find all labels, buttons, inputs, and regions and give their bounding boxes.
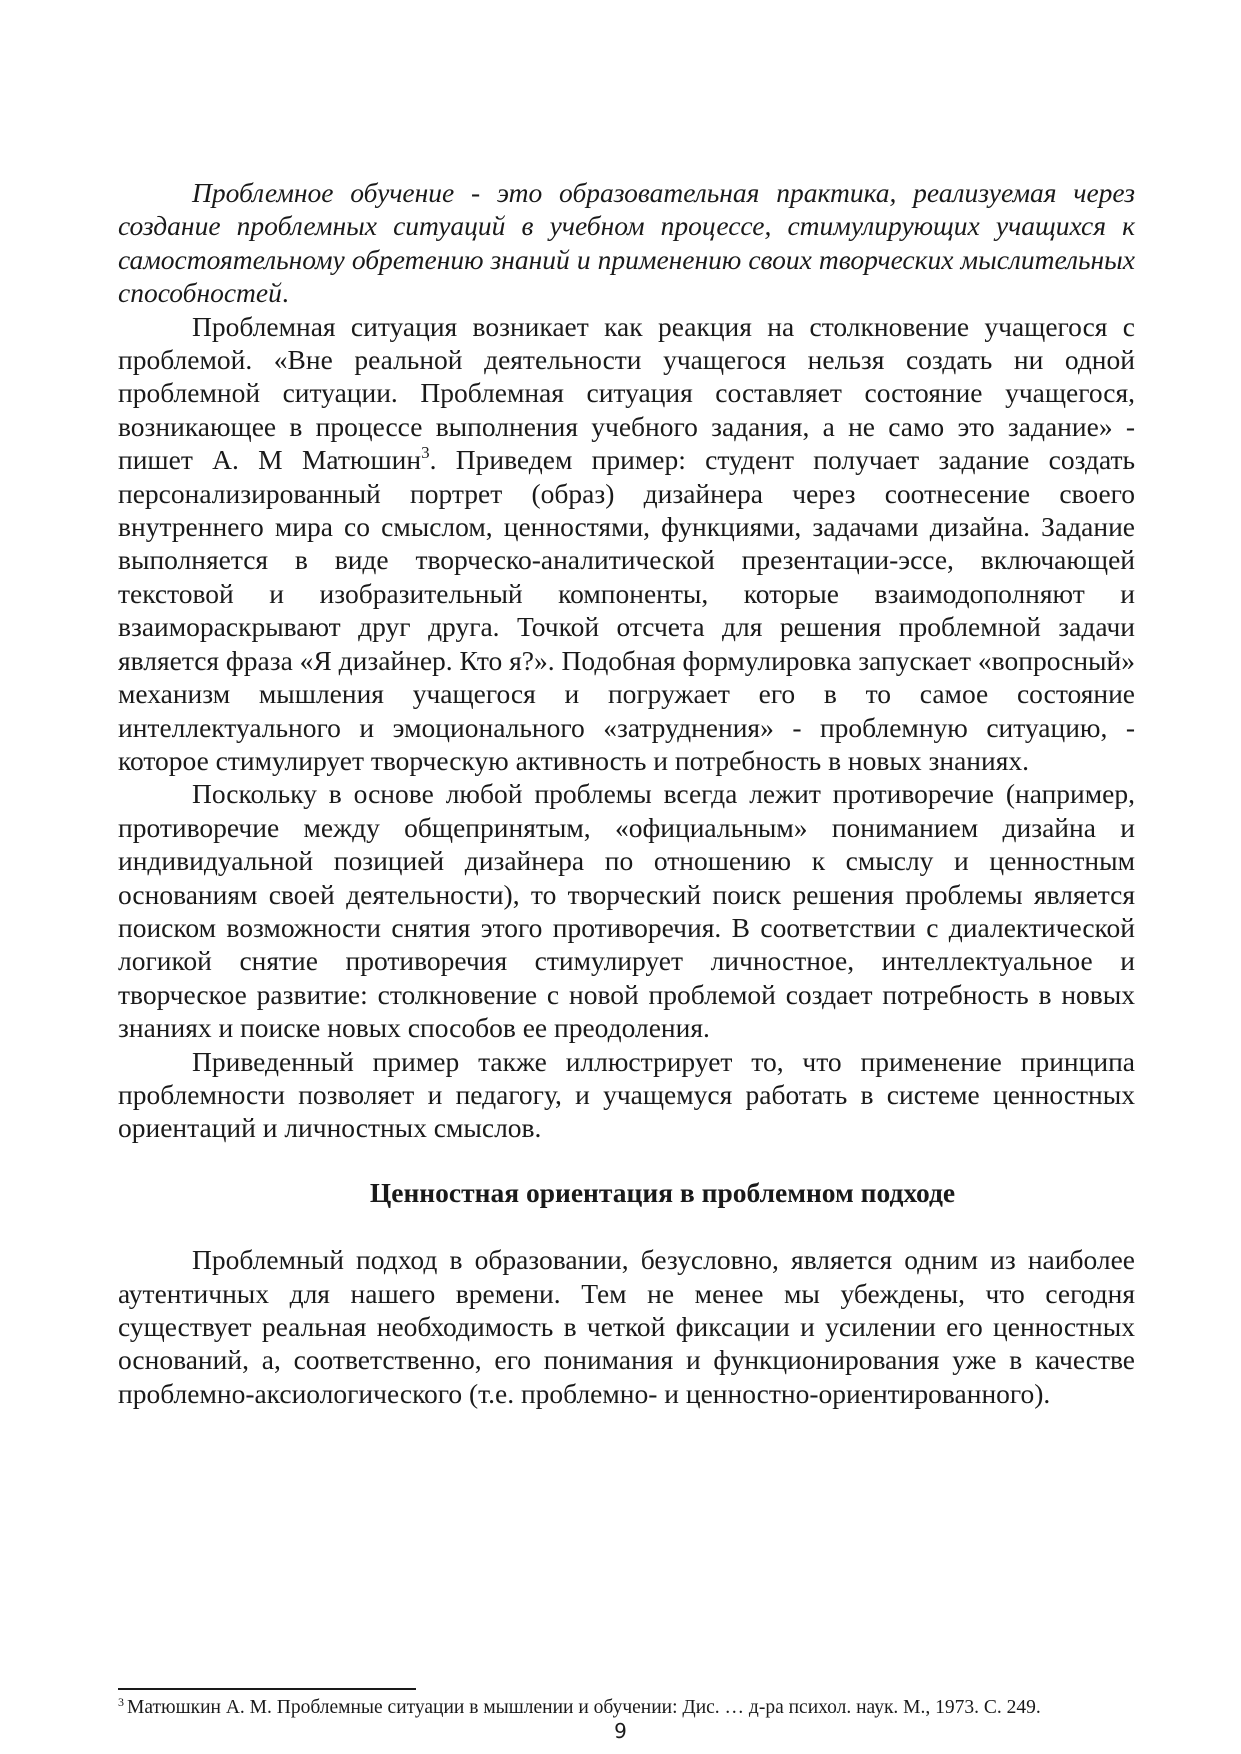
problem-situation-paragraph — [118, 310, 1135, 778]
body-text — [118, 176, 1135, 1410]
definition-text: Проблемное обучение - это образовательная практика, реализуемая через создание проблемных ситуаций в учебном процессе, стимулирующих учащихся к самостоятельному обретению знаний и применению своих творческих мыслительных способностей — [118, 177, 1135, 309]
footnote-text: Матюшкин А. М. Проблемные ситуации в мышлении и обучении: Дис. … д-ра психол. наук. М., 1973. С. 249. — [127, 1697, 1041, 1718]
page-number: 9 — [614, 1719, 627, 1743]
footnote — [118, 1696, 1135, 1720]
definition-period: . — [281, 277, 289, 309]
example-summary-paragraph: Приведенный пример также иллюстрирует то, что применение принципа проблемности позволяет и педагогу, и учащемуся работать в системе ценностных ориентаций и личностных смыслов. — [118, 1045, 1135, 1144]
problem-situation-text-end: . Приведем пример: студент получает задание создать персонализированный портрет (образ) дизайнера через соотнесение своего внутреннего мира со смыслом, ценностями, функциями, задачами дизайна. Задание выполняется в виде творческо-аналитической презентации-эссе, включающей текстовой и изобразительный компоненты, которые взаимодополняют и взаимораскрывают друг друга. Точкой отсчета для решения проблемной задачи является фраза «Я дизайнер. Кто я?». Подобная формулировка запускает «вопросный» механизм мышления учащегося и погружает его в то самое состояние интеллектуального и эмоционального «затруднения» - проблемную ситуацию, - которое стимулирует творческую активность и потребность в новых знаниях. — [118, 444, 1136, 776]
footnote-marker: 3 — [118, 1695, 124, 1709]
problem-approach-paragraph: Проблемный подход в образовании, безусловно, является одним из наиболее аутентичных для нашего времени. Тем не менее мы убеждены, что сегодня существует реальная необходимость в четкой фиксации и усилении его ценностных оснований, а, соответственно, его понимания и функционирования уже в качестве проблемно-аксиологического (т.е. проблемно- и ценностно-ориентированного). — [118, 1244, 1135, 1409]
contradiction-paragraph: Поскольку в основе любой проблемы всегда лежит противоречие (например, противоречие между общепринятым, «официальным» пониманием дизайна и индивидуальной позицией дизайнера по отношению к смыслу и ценностным основаниям своей деятельности), то творческий поиск решения проблемы является поиском возможности снятия этого противоречия. В соответствии с диалектической логикой снятие противоречия стимулирует личностное, интеллектуальное и творческое развитие: столкновение с новой проблемой создает потребность в новых знаниях и поиске новых способов ее преодоления. — [118, 778, 1135, 1044]
definition-paragraph — [118, 176, 1135, 310]
section-heading: Ценностная ориентация в проблемном подходе — [369, 1176, 956, 1208]
footnote-reference: 3 — [421, 443, 430, 463]
problem-situation-text-start: Проблемная ситуация возникает как реакция на столкновение учащегося с проблемой. «Вне реальной деятельности учащегося нельзя создать ни одной проблемной ситуации. Проблемная ситуация составляет состояние учащегося, возникающее в процессе выполнения учебного задания, а не само это задание» - пишет А. М Матюшин — [118, 310, 1135, 476]
footnote-divider — [118, 1688, 416, 1690]
